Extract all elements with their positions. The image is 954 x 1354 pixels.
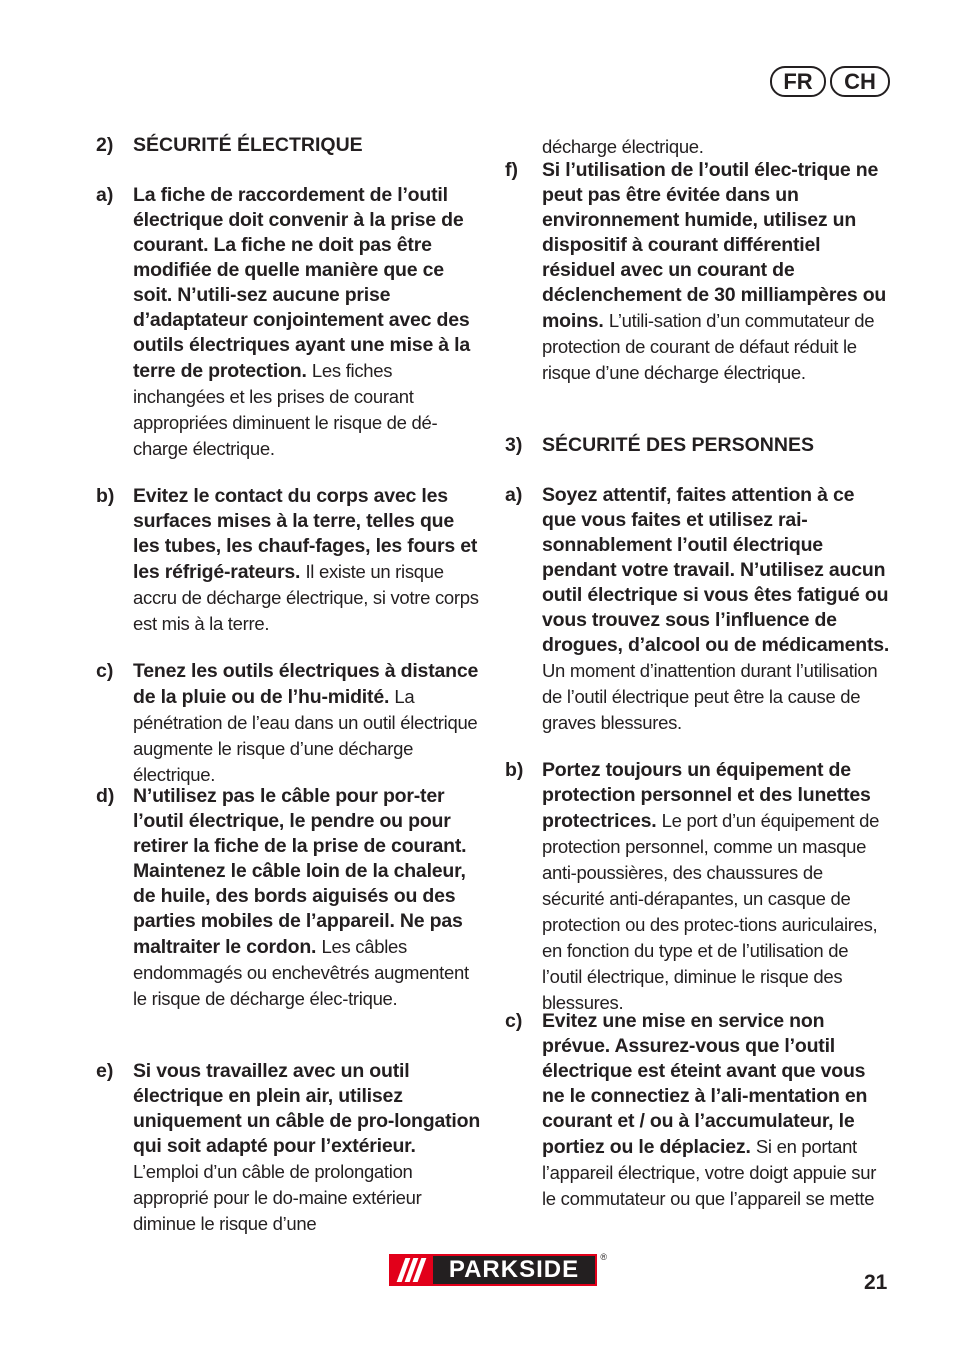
item-marker: b) bbox=[96, 485, 115, 507]
section-title: SÉCURITÉ DES PERSONNES bbox=[542, 434, 814, 456]
item-normal-text: Les fiches inchangées et les prises de courant appropriées diminuent le risque de dé-charge électrique. bbox=[133, 360, 438, 459]
section-number: 3) bbox=[505, 434, 523, 456]
item-marker: a) bbox=[96, 184, 114, 206]
item-bold-text: Portez toujours un équipement de protection personnel et des lunettes protectrices. bbox=[542, 759, 871, 832]
item-bold-text: La fiche de raccordement de l’outil électrique doit convenir à la prise de courant. La fiche ne doit pas être modifiée de quelle manière que ce soit. N’utili-sez aucune prise d’adaptateur conjointement avec des outils électriques ayant une mise à la terre de protection. bbox=[133, 184, 471, 382]
item-normal-text: Il existe un risque accru de décharge électrique, si votre corps est mis à la terre. bbox=[133, 561, 479, 634]
list-item-c bbox=[96, 659, 481, 788]
list-item-a bbox=[505, 483, 890, 736]
item-text bbox=[542, 483, 890, 736]
item-normal-text: Un moment d’inattention durant l’utilisation de l’outil électrique peut être la cause de graves blessures. bbox=[542, 660, 878, 733]
item-marker: f) bbox=[505, 159, 518, 181]
list-item-c bbox=[505, 1009, 890, 1212]
list-item-f bbox=[505, 158, 890, 386]
registered-mark: ® bbox=[600, 1252, 607, 1262]
item-normal-text: L’utili-sation d’un commutateur de protection de courant de défaut réduit le risque d’une décharge électrique. bbox=[542, 310, 875, 383]
item-marker: b) bbox=[505, 759, 524, 781]
list-item-e bbox=[96, 1059, 481, 1237]
item-text bbox=[133, 659, 481, 788]
page-number: 21 bbox=[864, 1271, 888, 1294]
continued-text: décharge électrique. bbox=[542, 136, 704, 157]
item-normal-text: Le port d’un équipement de protection personnel, comme un masque anti-poussières, des chaussures de sécurité anti-dérapantes, un casque de protection ou des protec-tions auriculaires, en fonction du type et de l’utilisation de l’outil électrique, diminue le risque des blessures. bbox=[542, 810, 880, 1013]
list-item-a bbox=[96, 183, 481, 462]
logo-brand-text: PARKSIDE bbox=[433, 1256, 595, 1284]
item-bold-text: Si l’utilisation de l’outil élec-trique ne peut pas être évitée dans un environnement humide, utilisez un dispositif à courant différentiel résiduel avec un courant de déclenchement de 30 milliampères ou moins. bbox=[542, 159, 887, 332]
item-text bbox=[542, 758, 890, 1016]
item-bold-text: Evitez une mise en service non prévue. Assurez-vous que l’outil électrique est éteint avant que vous ne le connectiez à l’ali-mentation en courant et / ou à l’accumulateur, le portiez ou le déplaciez. bbox=[542, 1010, 868, 1158]
item-normal-text: Si en portant l’appareil électrique, votre doigt appuie sur le commutateur ou que l’appareil se mette bbox=[542, 1136, 877, 1209]
item-text bbox=[542, 158, 890, 386]
section-heading-electrical-safety bbox=[96, 133, 363, 158]
item-text bbox=[133, 484, 481, 637]
item-text bbox=[133, 1059, 481, 1237]
item-text bbox=[133, 183, 481, 462]
item-bold-text: Tenez les outils électriques à distance de la pluie ou de l’hu-midité. bbox=[133, 660, 479, 708]
section-number: 2) bbox=[96, 134, 114, 156]
item-text bbox=[542, 1009, 890, 1212]
item-bold-text: Evitez le contact du corps avec les surfaces mises à la terre, telles que les tubes, les chauf-fages, les fours et les réfrigé-rateurs. bbox=[133, 485, 478, 583]
item-bold-text: Soyez attentif, faites attention à ce que vous faites et utilisez rai-sonnablement l’outil électrique pendant votre travail. N’utilisez aucun outil électrique si vous êtes fatigué ou vous trouvez sous l’influence de drogues, d’alcool ou de médicaments. bbox=[542, 484, 890, 656]
item-normal-text: L’emploi d’un câble de prolongation approprié pour le do-maine extérieur diminue le risque d’une bbox=[133, 1161, 422, 1234]
item-marker: d) bbox=[96, 785, 115, 807]
item-bold-text: Si vous travaillez avec un outil électrique en plein air, utilisez uniquement un câble de pro-longation qui soit adapté pour l’extérieur. bbox=[133, 1060, 481, 1157]
item-marker: e) bbox=[96, 1060, 114, 1082]
logo-stripes-icon bbox=[389, 1254, 433, 1286]
item-normal-text: La pénétration de l’eau dans un outil électrique augmente le risque d’une décharge électrique. bbox=[133, 686, 478, 785]
list-item-b bbox=[505, 758, 890, 1016]
section-title: SÉCURITÉ ÉLECTRIQUE bbox=[133, 134, 363, 156]
list-item-b bbox=[96, 484, 481, 637]
language-badges bbox=[770, 66, 890, 97]
list-item-d bbox=[96, 784, 481, 1012]
item-bold-text: N’utilisez pas le câble pour por-ter l’outil électrique, le pendre ou pour retirer la fiche de la prise de courant. Maintenez le câble loin de la chaleur, de huile, des bords aiguisés ou des parties mobiles de l’appareil. Ne pas maltraiter le cordon. bbox=[133, 785, 467, 958]
parkside-logo bbox=[389, 1252, 607, 1286]
item-marker: a) bbox=[505, 484, 523, 506]
item-text bbox=[133, 784, 481, 1012]
item-normal-text: Les câbles endommagés ou enchevêtrés augmentent le risque de décharge élec-trique. bbox=[133, 936, 469, 1009]
lang-badge-fr: FR bbox=[770, 66, 826, 97]
lang-badge-ch: CH bbox=[830, 66, 890, 97]
section-heading-personal-safety bbox=[505, 433, 814, 458]
item-marker: c) bbox=[96, 660, 114, 682]
item-marker: c) bbox=[505, 1010, 523, 1032]
